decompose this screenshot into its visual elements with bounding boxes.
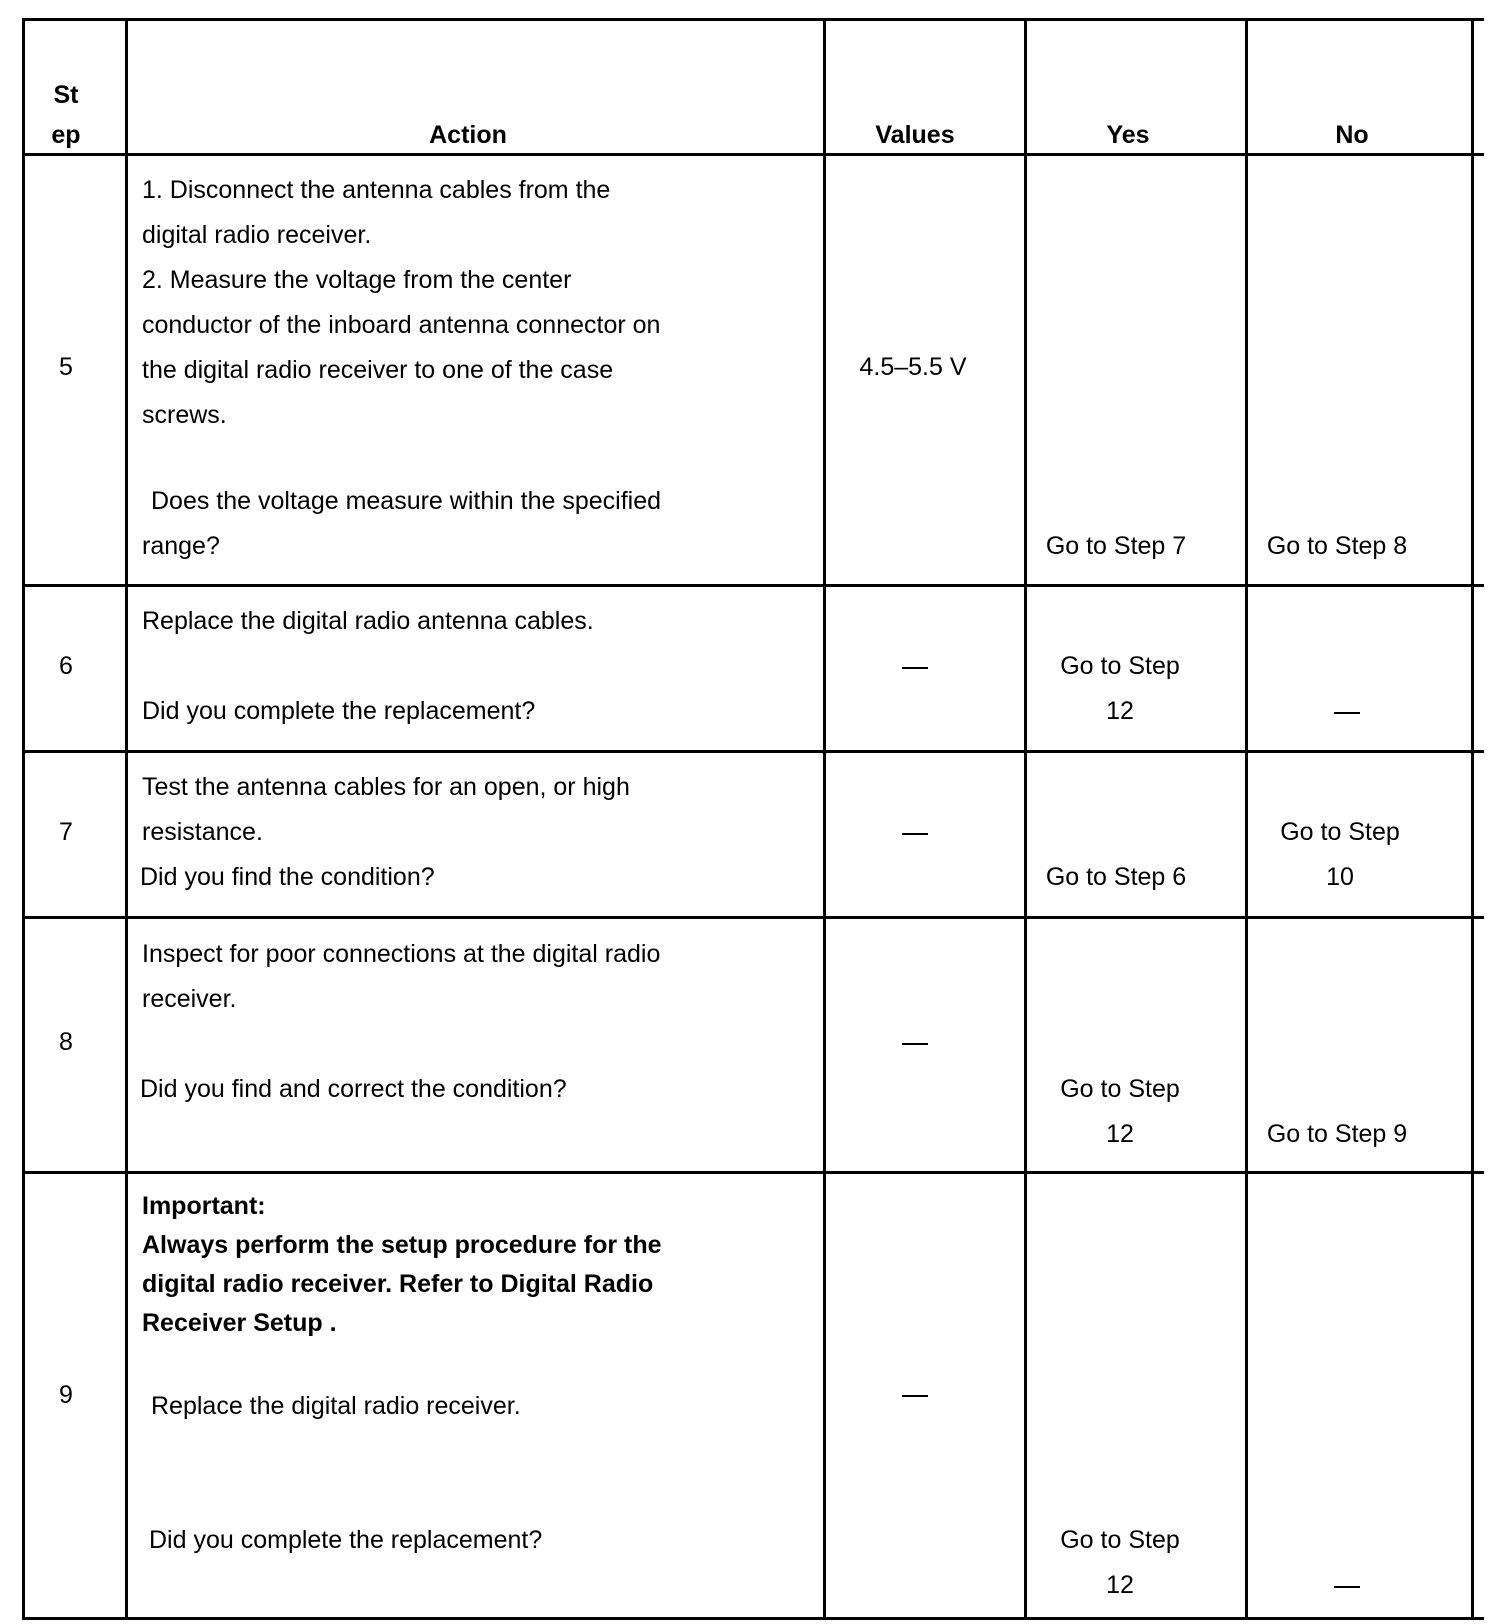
- step-number: 5: [59, 353, 73, 381]
- step-number: 8: [59, 1028, 73, 1056]
- important-heading: Important:: [142, 1192, 266, 1220]
- important-note-line: digital radio receiver. Refer to Digital Radio: [142, 1270, 654, 1298]
- no-cell: 10: [1326, 863, 1354, 891]
- header-step-line1: St: [53, 81, 79, 109]
- no-cell: Go to Step 9: [1266, 1120, 1408, 1148]
- action-line: receiver.: [142, 985, 237, 1013]
- yes-cell: Go to Step 7: [1045, 532, 1187, 560]
- action-line: resistance.: [142, 818, 263, 846]
- important-note-line: Receiver Setup .: [142, 1309, 337, 1337]
- yes-cell: Go to Step 6: [1045, 863, 1187, 891]
- action-line: the digital radio receiver to one of the case: [142, 356, 614, 384]
- action-question: Did you find and correct the condition?: [140, 1075, 567, 1103]
- action-line: Test the antenna cables for an open, or high: [142, 773, 630, 801]
- action-line: conductor of the inboard antenna connector on: [142, 311, 661, 339]
- yes-cell: Go to Step: [1060, 1526, 1180, 1554]
- action-line: digital radio receiver.: [142, 221, 372, 249]
- no-cell-dash: [1334, 712, 1360, 714]
- header-step-line2: ep: [51, 121, 81, 149]
- action-line: 1. Disconnect the antenna cables from the: [142, 176, 611, 204]
- no-cell: Go to Step: [1280, 818, 1400, 846]
- header-no: No: [1335, 121, 1369, 149]
- yes-cell: Go to Step: [1060, 652, 1180, 680]
- action-line: screws.: [142, 401, 227, 429]
- step-number: 7: [59, 818, 73, 846]
- header-action: Action: [429, 121, 507, 149]
- values-cell-dash: [902, 1043, 928, 1045]
- no-cell: Go to Step 8: [1266, 532, 1408, 560]
- important-note-line: Always perform the setup procedure for the: [142, 1231, 662, 1259]
- action-question: Did you complete the replacement?: [142, 697, 536, 725]
- no-cell-dash: [1334, 1586, 1360, 1588]
- yes-cell: Go to Step: [1060, 1075, 1180, 1103]
- values-cell: 4.5–5.5 V: [859, 353, 967, 381]
- yes-cell: 12: [1106, 1120, 1134, 1148]
- action-question: Did you complete the replacement?: [149, 1526, 543, 1554]
- action-question: Does the voltage measure within the specified: [151, 487, 662, 515]
- action-line: Replace the digital radio antenna cables.: [142, 607, 594, 635]
- action-question: Did you find the condition?: [140, 863, 435, 891]
- action-question: range?: [142, 532, 220, 560]
- header-yes: Yes: [1106, 121, 1150, 149]
- yes-cell: 12: [1106, 697, 1134, 725]
- step-number: 6: [59, 652, 73, 680]
- action-line: Inspect for poor connections at the digital radio: [142, 940, 661, 968]
- yes-cell: 12: [1106, 1571, 1134, 1599]
- values-cell-dash: [902, 1395, 928, 1397]
- action-line: 2. Measure the voltage from the center: [142, 266, 572, 294]
- values-cell-dash: [902, 667, 928, 669]
- step-number: 9: [59, 1381, 73, 1409]
- values-cell-dash: [902, 833, 928, 835]
- header-values: Values: [875, 121, 955, 149]
- action-line: Replace the digital radio receiver.: [151, 1392, 521, 1420]
